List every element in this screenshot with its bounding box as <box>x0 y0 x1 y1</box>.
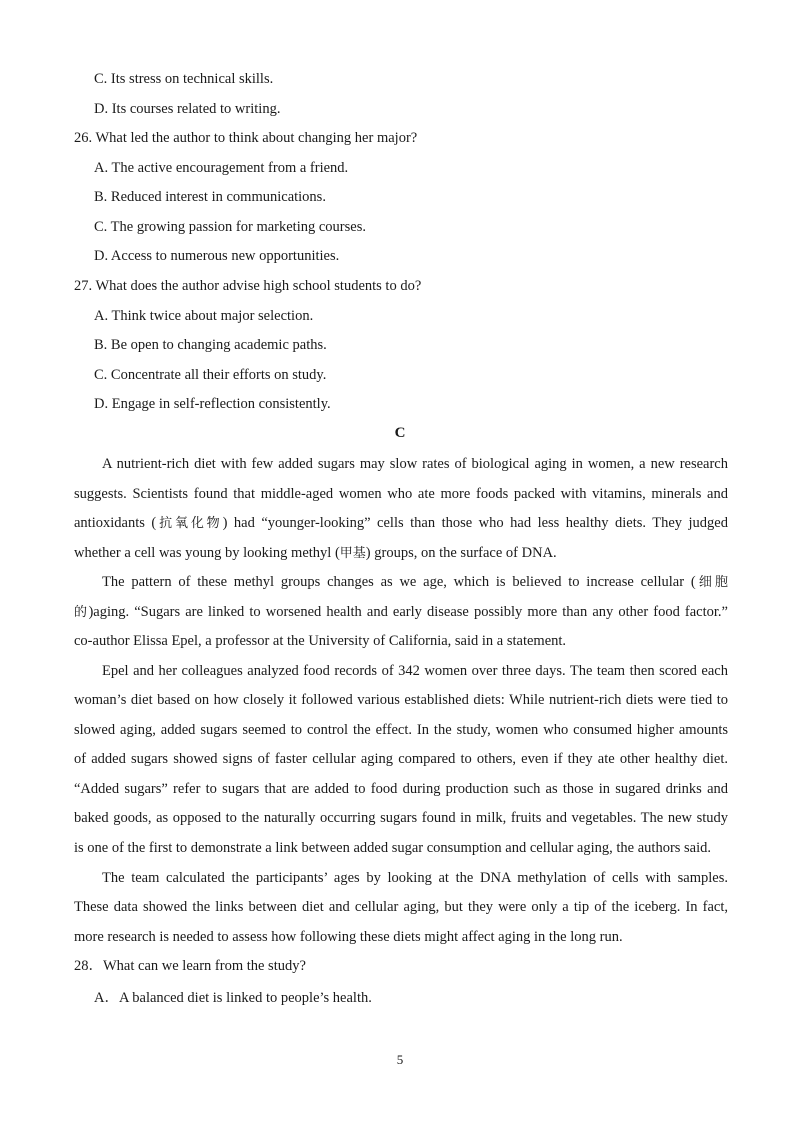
passage-p2-line2-a: )aging. “Sugars are linked to worsened health and early disease possibly more than any other food factor.” <box>88 604 728 620</box>
passage-p1-line3-b: ) had “younger-looking” cells than those who had less healthy diets. They judged <box>222 515 728 531</box>
q27-option-b: B. Be open to changing academic paths. <box>94 337 327 353</box>
passage-p4-line3: more research is needed to assess how following these diets might affect aging in the long run. <box>74 929 623 945</box>
passage-p3-line1: Epel and her colleagues analyzed food records of 342 women over three days. The team then scored each <box>102 663 728 679</box>
q25-option-d: D. Its courses related to writing. <box>94 101 281 117</box>
passage-p1-line3-a: antioxidants ( <box>74 515 157 531</box>
passage-p3-line4: of added sugars showed signs of faster cellular aging compared to others, even if they ate other healthy diet. <box>74 751 728 767</box>
passage-p3-line2: woman’s diet based on how closely it followed various established diets: While nutrient-rich diets were tied to <box>74 692 728 708</box>
passage-p1-line3 <box>74 516 728 531</box>
q26-option-a: A. The active encouragement from a friend. <box>94 160 349 176</box>
passage-p1-line2: suggests. Scientists found that middle-aged women who ate more foods packed with vitamins, minerals and <box>74 486 728 502</box>
passage-p2-line2 <box>74 605 728 620</box>
q25-option-c: C. Its stress on technical skills. <box>94 71 274 87</box>
passage-p2-line1-a: The pattern of these methyl groups changes as we age, which is believed to increase cellular ( <box>102 574 696 590</box>
passage-p3-line3: slowed aging, added sugars seemed to control the effect. In the study, women who consumed higher amounts <box>74 722 728 738</box>
q27-option-c: C. Concentrate all their efforts on study. <box>94 367 327 383</box>
q28-stem: 28．What can we learn from the study? <box>74 958 306 974</box>
passage-p1-line4 <box>74 546 557 561</box>
q27-stem: 27. What does the author advise high school students to do? <box>74 278 422 294</box>
passage-p2-line1 <box>102 575 728 590</box>
passage-p1-line4-cjk: 甲基 <box>339 546 366 561</box>
page-number: 5 <box>396 1052 404 1067</box>
passage-p3-line7: is one of the first to demonstrate a link between added sugar consumption and cellular aging, the authors said. <box>74 840 712 856</box>
section-heading: C <box>394 425 406 441</box>
passage-p1-line4-a: whether a cell was young by looking methyl ( <box>74 545 340 561</box>
passage-p2-line3: co-author Elissa Epel, a professor at the University of California, said in a statement. <box>74 633 567 649</box>
passage-p3-line6: baked goods, as opposed to the naturally occurring sugars found in milk, fruits and vegetables. The new study <box>74 810 728 826</box>
passage-p3-line5: “Added sugars” refer to sugars that are added to food during production such as those in sugared drinks and <box>74 781 728 797</box>
passage-p1-line4-b: ) groups, on the surface of DNA. <box>365 545 557 561</box>
q26-option-c: C. The growing passion for marketing courses. <box>94 219 366 235</box>
passage-p4-line1: The team calculated the participants’ ages by looking at the DNA methylation of cells with samples. <box>102 870 728 886</box>
passage-p2-line2-cjk: 的 <box>74 605 89 620</box>
passage-p1-line1: A nutrient-rich diet with few added sugars may slow rates of biological aging in women, a new research <box>102 456 728 472</box>
passage-p1-line3-cjk: 抗氧化物 <box>156 516 223 531</box>
q26-option-d: D. Access to numerous new opportunities. <box>94 248 340 264</box>
q26-option-b: B. Reduced interest in communications. <box>94 189 326 205</box>
q26-stem: 26. What led the author to think about changing her major? <box>74 130 418 146</box>
q27-option-d: D. Engage in self-reflection consistently. <box>94 396 331 412</box>
q27-option-a: A. Think twice about major selection. <box>94 308 314 324</box>
passage-p2-line1-cjk: 细胞 <box>695 575 728 590</box>
passage-p4-line2: These data showed the links between diet and cellular aging, but they were only a tip of the iceberg. In fact, <box>74 899 728 915</box>
q28-option-a: A．A balanced diet is linked to people’s health. <box>94 990 372 1006</box>
